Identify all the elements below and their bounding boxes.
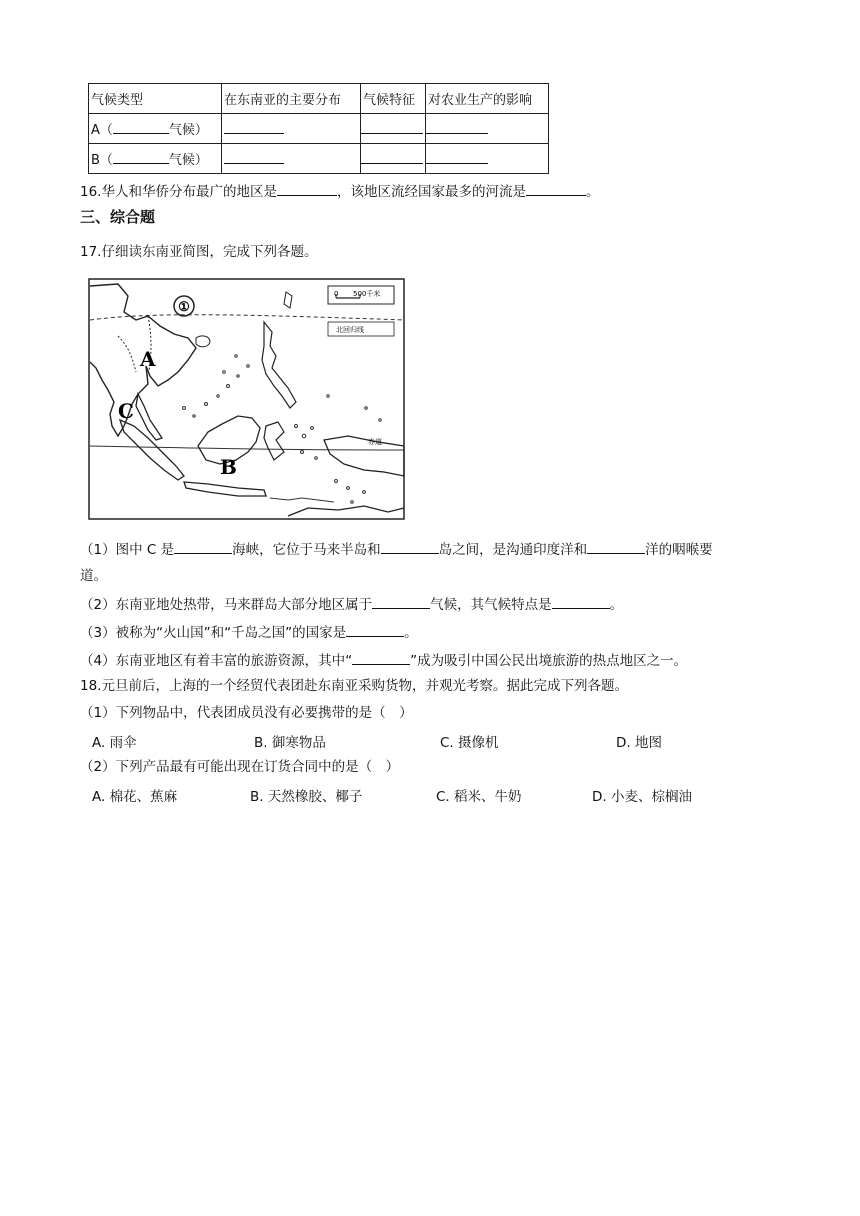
answer-blank[interactable] xyxy=(361,119,423,134)
tropic-label: 北回归线 xyxy=(336,326,364,334)
scale-zero: 0 xyxy=(334,290,339,298)
question-17-1-cont: 道。 xyxy=(80,568,107,584)
answer-blank[interactable] xyxy=(426,119,488,134)
option-c[interactable]: C. 稻米、牛奶 xyxy=(436,789,522,805)
climate-table xyxy=(88,83,549,174)
table-cell-impact xyxy=(426,144,549,174)
question-17-1 xyxy=(80,539,713,560)
cell-prefix: A（ xyxy=(91,123,113,138)
question-text: 洋的咽喉要 xyxy=(645,542,713,558)
option-b[interactable]: B. 天然橡胶、椰子 xyxy=(250,789,363,805)
option-a[interactable]: A. 雨伞 xyxy=(92,735,137,751)
question-text: （3）被称为“火山国”和“千岛之国”的国家是 xyxy=(80,625,347,641)
table-header-cell: 对农业生产的影响 xyxy=(426,84,549,114)
table-header-cell: 气候类型 xyxy=(89,84,222,114)
table-cell-distribution xyxy=(222,144,361,174)
question-text: 海峡，它位于马来半岛和 xyxy=(232,542,381,558)
question-18-1: （1）下列物品中，代表团成员没有必要携带的是（ ） xyxy=(80,705,413,721)
map-label-a: A xyxy=(140,347,156,371)
answer-blank[interactable] xyxy=(174,539,232,554)
table-header-cell: 气候特征 xyxy=(361,84,426,114)
table-cell-feature xyxy=(361,114,426,144)
answer-blank[interactable] xyxy=(381,539,439,554)
question-text: 。 xyxy=(609,597,624,613)
answer-blank[interactable] xyxy=(587,539,645,554)
question-text: ”成为吸引中国公民出境旅游的热点地区之一。 xyxy=(410,653,688,669)
circle-label: ① xyxy=(178,300,190,315)
cell-suffix: 气候） xyxy=(168,153,208,168)
option-d[interactable]: D. 小麦、棕榈油 xyxy=(592,789,692,805)
answer-blank[interactable] xyxy=(426,149,488,164)
question-text: ，该地区流经国家最多的河流是 xyxy=(336,184,526,200)
scale-label: 500千米 xyxy=(353,290,381,298)
equator-label: 赤道 xyxy=(368,438,382,446)
question-text: 16.华人和华侨分布最广的地区是 xyxy=(80,184,277,200)
question-text: 。 xyxy=(404,625,418,641)
table-cell-climate-type xyxy=(89,144,222,174)
question-17-3 xyxy=(80,622,418,643)
answer-blank[interactable] xyxy=(361,149,423,164)
question-text: （4）东南亚地区有着丰富的旅游资源，其中“ xyxy=(80,653,353,669)
table-row xyxy=(89,144,549,174)
table-cell-impact xyxy=(426,114,549,144)
option-a[interactable]: A. 棉花、蕉麻 xyxy=(92,789,178,805)
question-text: 岛之间，是沟通印度洋和 xyxy=(438,542,588,558)
map-label-c: C xyxy=(118,399,134,423)
answer-blank[interactable] xyxy=(372,594,430,609)
table-header-row xyxy=(89,84,549,114)
option-c[interactable]: C. 摄像机 xyxy=(440,735,499,751)
table-cell-climate-type xyxy=(89,114,222,144)
answer-blank[interactable] xyxy=(224,119,284,134)
question-text: 气候，其气候特点是 xyxy=(430,597,552,613)
question-text: （2）东南亚地处热带，马来群岛大部分地区属于 xyxy=(80,597,373,613)
cell-prefix: B（ xyxy=(91,153,113,168)
question-18-intro: 18.元旦前后，上海的一个经贸代表团赴东南亚采购货物，并观光考察。据此完成下列各题。 xyxy=(80,678,628,694)
answer-blank[interactable] xyxy=(352,650,410,665)
question-text: （1）图中 C 是 xyxy=(80,542,175,558)
table-header-cell: 在东南亚的主要分布 xyxy=(222,84,361,114)
option-b[interactable]: B. 御寒物品 xyxy=(254,735,326,751)
question-text: 。 xyxy=(585,184,600,200)
table-cell-feature xyxy=(361,144,426,174)
table-row xyxy=(89,114,549,144)
table-cell-distribution xyxy=(222,114,361,144)
section-title: 三、综合题 xyxy=(80,208,156,226)
answer-blank[interactable] xyxy=(113,149,169,164)
answer-blank[interactable] xyxy=(224,149,284,164)
answer-blank[interactable] xyxy=(113,119,169,134)
question-17-4 xyxy=(80,650,687,671)
answer-blank[interactable] xyxy=(526,181,586,196)
question-17-2 xyxy=(80,594,623,615)
map-label-b: B xyxy=(220,455,237,479)
option-d[interactable]: D. 地图 xyxy=(616,735,662,751)
question-16 xyxy=(80,181,599,202)
answer-blank[interactable] xyxy=(552,594,610,609)
question-18-2: （2）下列产品最有可能出现在订货合同中的是（ ） xyxy=(80,759,400,775)
cell-suffix: 气候） xyxy=(168,123,208,138)
answer-blank[interactable] xyxy=(346,622,404,637)
answer-blank[interactable] xyxy=(277,181,337,196)
question-17-intro: 17.仔细读东南亚简图，完成下列各题。 xyxy=(80,244,318,260)
southeast-asia-map xyxy=(88,276,406,522)
